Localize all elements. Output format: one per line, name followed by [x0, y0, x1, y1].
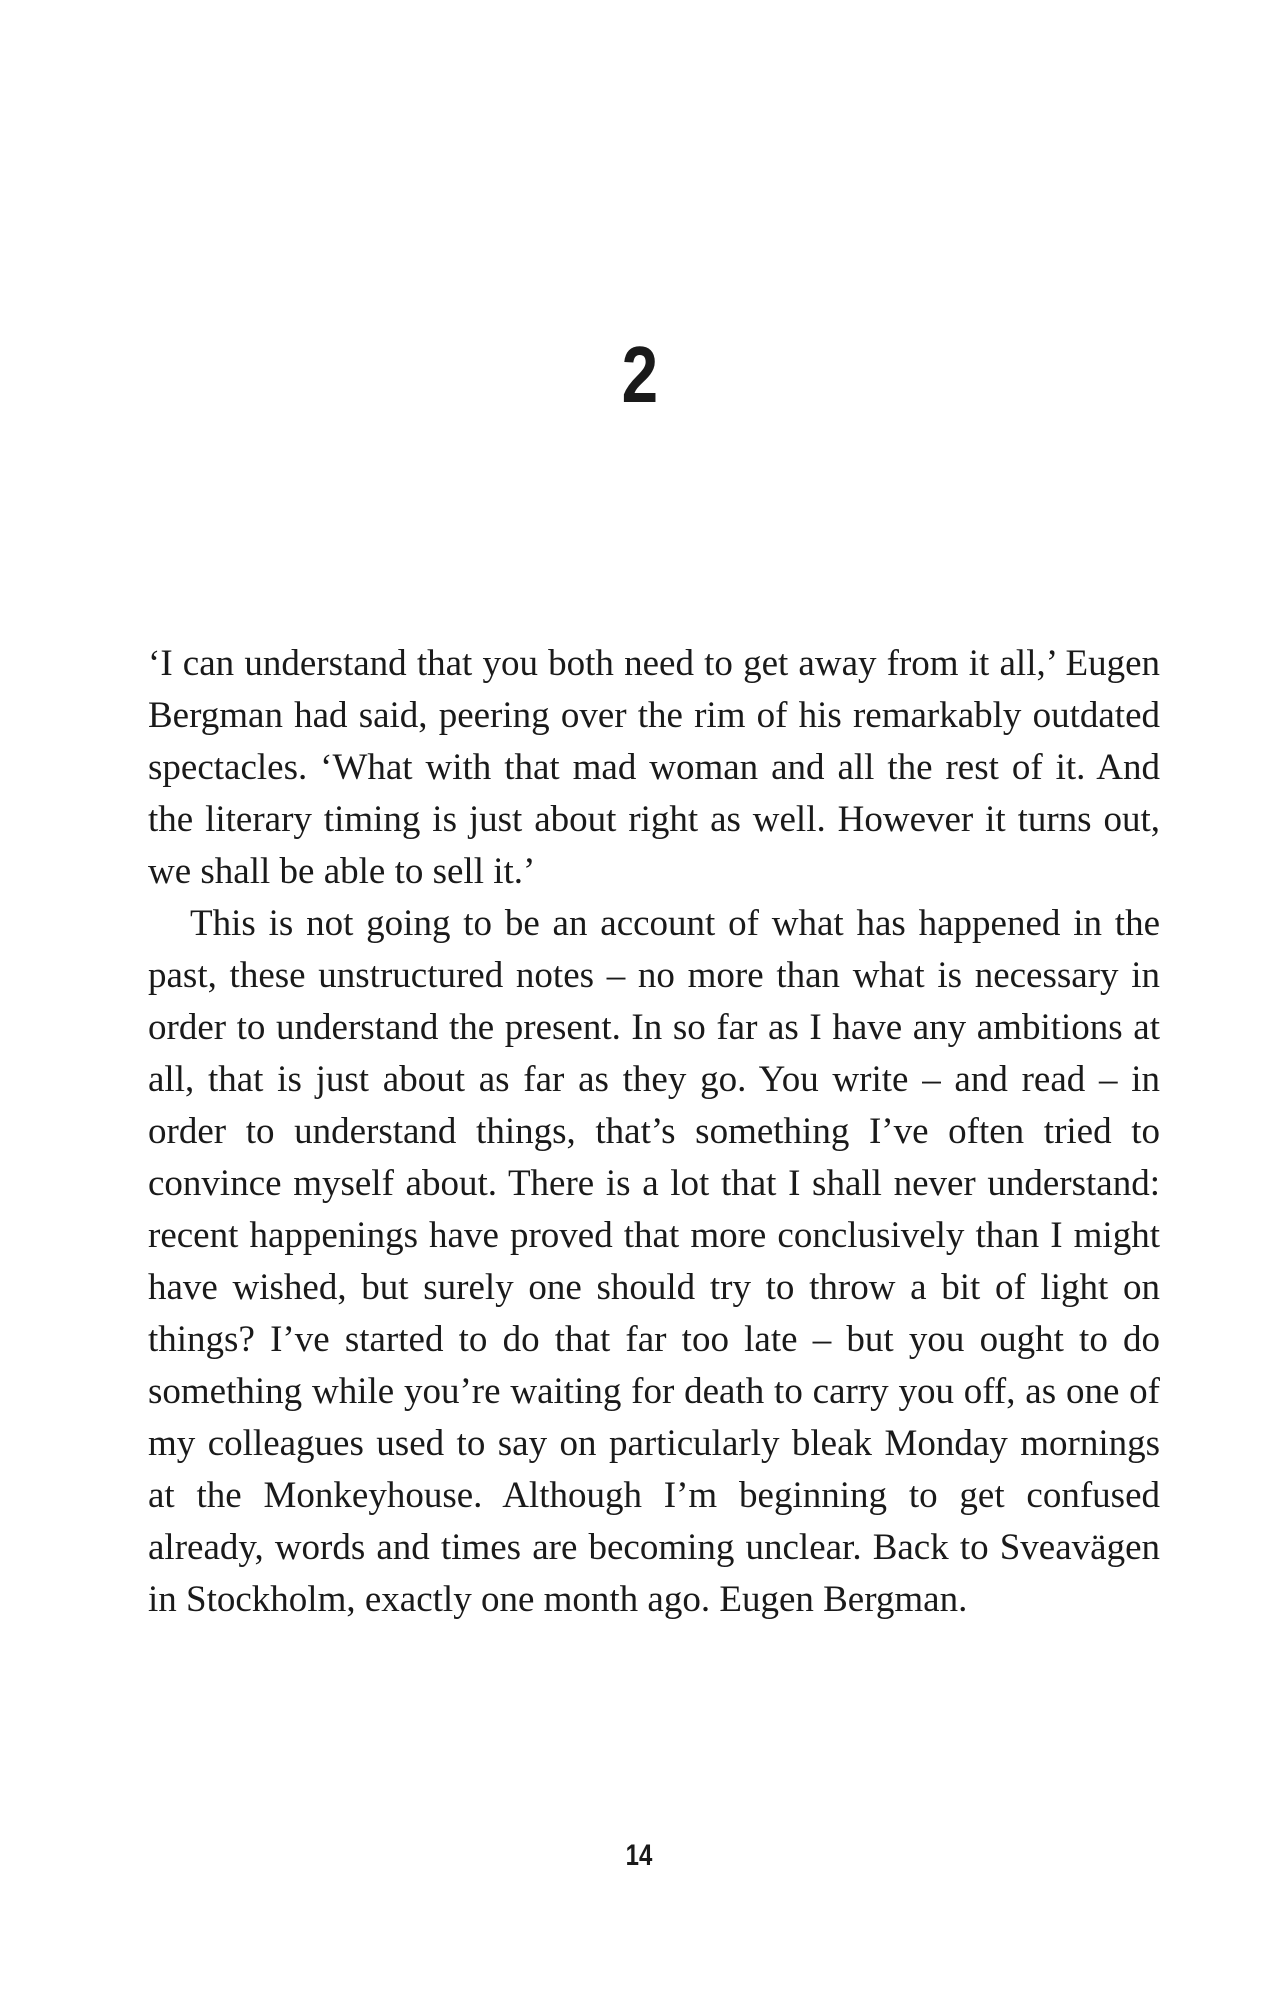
paragraph-1: ‘I can understand that you both need to get away from it all,’ Eugen Bergman had said, peering over the rim of his remarkably outdated spectacles. ‘What with that mad woman and all the rest of it. And the literary timing is just about right as well. However it turns out, we shall be able to sell it.’ — [148, 643, 1160, 892]
page-number: 14 — [625, 1839, 653, 1872]
chapter-body — [148, 638, 1160, 1626]
chapter-number: 2 — [621, 330, 657, 419]
paragraph-2: This is not going to be an account of what has happened in the past, these unstructured notes – no more than what is necessary in order to understand the present. In so far as I have any ambitions at all, that is just about as far as they go. You write – and read – in order to understand things, that’s something I’ve often tried to convince myself about. There is a lot that I shall never understand: recent happenings have proved that more conclusively than I might have wished, but surely one should try to throw a bit of light on things? I’ve started to do that far too late – but you ought to do something while you’re waiting for death to carry you off, as one of my colleagues used to say on particularly bleak Monday mornings at the Monkeyhouse. Although I’m beginning to get confused already, words and times are becoming unclear. Back to Sveavägen in Stockholm, exactly one month ago. Eugen Bergman. — [148, 903, 1160, 1620]
